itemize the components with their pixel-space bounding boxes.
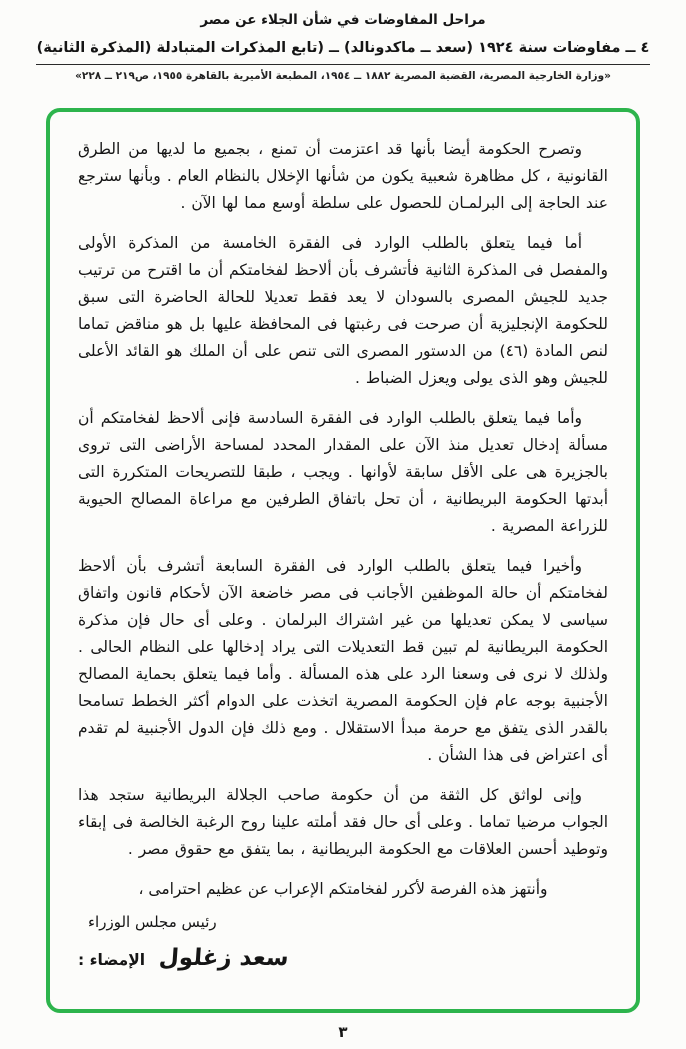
document-header bbox=[0, 0, 686, 82]
signature-block bbox=[78, 913, 608, 971]
page-number: ٣ bbox=[338, 1023, 348, 1041]
signature-line bbox=[78, 945, 608, 971]
header-subtitle: ٤ ــ مفاوضات سنة ١٩٢٤ (سعد ــ ماكدونالد) ــ (تابع المذكرات المتبادلة (المذكرة الثانية) bbox=[36, 40, 650, 56]
header-title: مراحل المفاوضات في شأن الجلاء عن مصر bbox=[200, 12, 486, 28]
header-source-citation: «وزارة الخارجية المصرية، القضية المصرية ١٨٨٢ ــ ١٩٥٤، المطبعة الأميرية بالقاهرة ١٩٥٥، ص٢١٩ ــ ٢٢٨» bbox=[75, 70, 611, 82]
signatory-title: رئيس مجلس الوزراء bbox=[88, 913, 217, 931]
body-paragraph: وأخيرا فيما يتعلق بالطلب الوارد فى الفقرة السابعة أتشرف بأن ألاحظ لفخامتكم أن حالة الموظفين الأجانب فى مصر خاضعة الآن لأحكام قانون واتفاق سياسى لا يمكن تعديلها من غير اشتراك البرلمان . وعلى أى حال فإن مذكرة الحكومة البريطانية لم تبين قط التعديلات التى يراد إدخالها على النظام الحالى . ولذلك لا نرى فى وسعنا الرد على هذه المسألة . وأما فيما يتعلق بحماية المصالح الأجنبية بوجه عام فإن الحكومة المصرية اتخذت على الدوام أكثر الخطط تسامحا بالقدر الذى يتفق مع حرمة مبدأ الاستقلال . ومع ذلك فإن الدول الأجنبية لم تقدم أى اعتراض فى هذا الشأن . bbox=[78, 557, 608, 764]
signature-label: الإمضاء : bbox=[78, 951, 146, 969]
body-paragraph: وتصرح الحكومة أيضا بأنها قد اعتزمت أن تمنع ، بجميع ما لديها من الطرق القانونية ، كل مظاهرة شعبية يكون من شأنها الإخلال بالنظام العام . وبأنها سترجع عند الحاجة إلى البرلمـان للحصول على سلطة أوسع مما لها الآن . bbox=[78, 140, 608, 212]
body-paragraph: أما فيما يتعلق بالطلب الوارد فى الفقرة الخامسة من المذكرة الأولى والمفصل فى المذكرة الثانية فأتشرف بأن ألاحظ لفخامتكم أن ما اقترح من ترتيب جديد للجيش المصرى بالسودان لا يعد فقط تعديلا للحالة الحاضرة التى سبق للحكومة الإنجليزية أن صرحت فى رغبتها فى المحافظة عليها بل هو مناقض تماما لنص المادة (٤٦) من الدستور المصرى التى تنص على أن الملك هو القائد الأعلى للجيش وهو الذى يولى ويعزل الضباط . bbox=[78, 234, 608, 387]
header-divider bbox=[36, 64, 650, 65]
closing-courtesy-line: وأنتهز هذه الفرصة لأكرر لفخامتكم الإعراب عن عظيم احترامى ، bbox=[138, 880, 548, 898]
green-border-content-box bbox=[46, 108, 640, 1013]
body-paragraph: وإنى لواثق كل الثقة من أن حكومة صاحب الجلالة البريطانية ستجد هذا الجواب مرضيا تماما . وعلى أى حال فقد أملته علينا روح الرغبة الخالصة فى إبقاء وتوطيد أحسن العلاقات مع الحكومة البريطانية ، بما يتفق مع حقوق مصر . bbox=[78, 786, 608, 858]
signatory-name: سعد زغلول bbox=[158, 945, 290, 971]
body-paragraph: وأما فيما يتعلق بالطلب الوارد فى الفقرة السادسة فإنى ألاحظ لفخامتكم أن مسألة إدخال تعديل منذ الآن على المقدار المحدد لمساحة الأراضى التى تروى بالجزيرة هى على الأقل سابقة لأوانها . ويجب ، طبقا للتصريحات المتكررة التى أبدتها الحكومة البريطانية ، أن تحل باتفاق الطرفين مع مراعاة المصالح الحيوية للزراعة المصرية . bbox=[78, 409, 608, 535]
